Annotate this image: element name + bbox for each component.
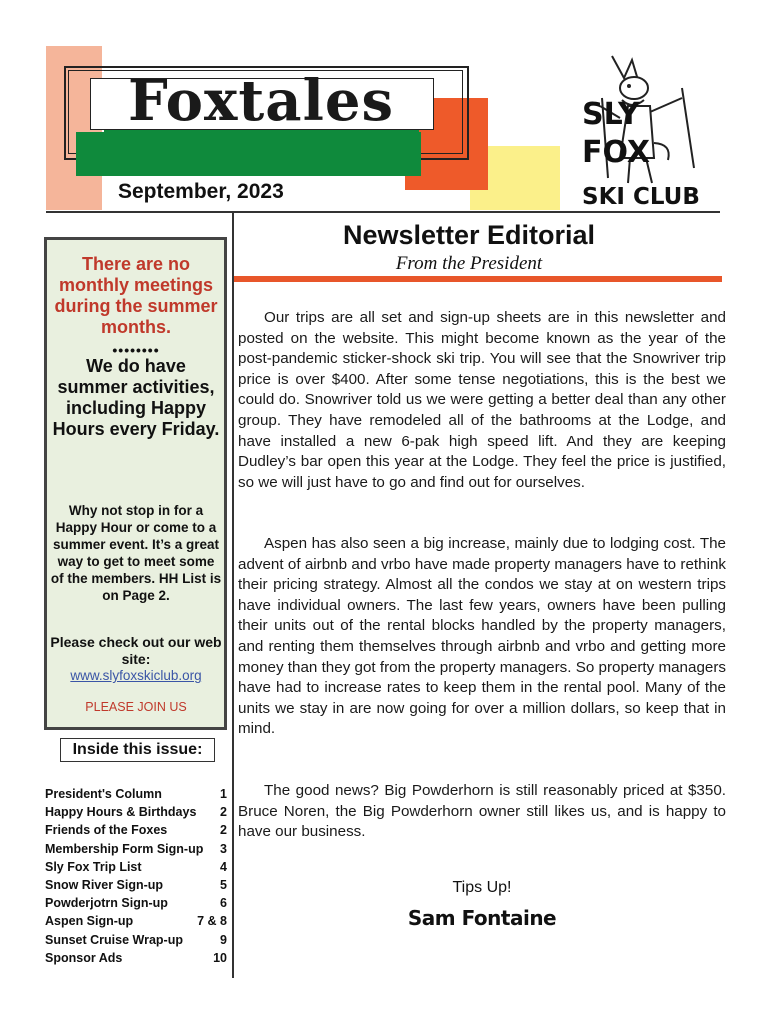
closing-line: Tips Up! [452,879,512,896]
logo-text-ski-club: SKI CLUB [582,184,700,208]
no-meetings-notice: There are no monthly meetings during the summer months. [54,254,218,337]
toc-label: Friends of the Foxes [45,823,168,838]
inside-issue-heading: Inside this issue: [60,738,215,762]
join-us-text: PLEASE JOIN US [85,700,187,714]
issue-date: September, 2023 [118,180,284,203]
toc-page: 10 [213,950,227,965]
toc-page: 9 [220,932,227,947]
toc-label: Happy Hours & Birthdays [45,805,197,820]
summer-activities-text: We do have summer activities, including Happy Hours every Friday. [52,356,220,439]
toc-page: 6 [220,896,227,911]
website-prompt: Please check out our web site: [50,634,222,667]
author-signature: Sam Fontaine [407,906,557,930]
article-paragraph: The good news? Big Powderhorn is still reasonably priced at $350. Bruce Noren, the Big Powderhorn owner still likes us, and is happy to have our business. [238,782,726,841]
column-divider [232,212,234,978]
toc-label: Sly Fox Trip List [45,859,142,874]
toc-item[interactable] [45,949,227,967]
article-subtitle: From the President [395,253,543,274]
toc-item[interactable] [45,912,227,930]
logo-text-fox: FOX [582,135,651,170]
toc-page: 2 [220,823,227,838]
table-of-contents [45,785,227,967]
article-paragraph: Our trips are all set and sign-up sheets are in this newsletter and posted on the website. This might become known as the year of the post-pandemic sticker-shock ski trip. You will see that the Snowriver trip price is over $400. After some tense negotiations, this is the best we could do. Snowriver told us we were getting a better deal than any other group. They have remodeled all of the bathrooms at the Lodge, and have installed a new 6-pak high speed lift. And they are keeping Dudley’s bar open this year at the Lodge. They feel the price is justified, so we will just have to go and find out for ourselves. [238,309,726,491]
toc-page: 7 & 8 [197,914,227,929]
toc-page: 2 [220,805,227,820]
masthead-green-band [76,132,421,176]
toc-label: Powderjotrn Sign-up [45,896,168,911]
toc-label: Sponsor Ads [45,950,123,965]
toc-page: 5 [220,878,227,893]
toc-page: 1 [220,787,227,801]
sly-fox-ski-club-logo [572,48,722,208]
toc-page: 4 [220,859,227,874]
toc-item[interactable] [45,840,227,858]
toc-item[interactable] [45,876,227,894]
article-rule [234,276,722,282]
article-paragraph: Aspen has also seen a big increase, mainly due to lodging cost. The advent of airbnb and vrbo have made property managers have to rethink their pricing strategy. Almost all the condos we stay at on western trips have individual owners. The last few years, owners have been pulling their units out of the rental blocks handled by the property managers, and renting them themselves through airbnb and vrbo and getting more money than they got from the property managers. So property managers have had to increase rates to keep them in the rental pool. Many of the units we stay in are now going for over a million dollars, so keep that in mind. [238,535,726,738]
toc-label: Snow River Sign-up [45,878,164,893]
toc-label: Sunset Cruise Wrap-up [45,932,183,947]
logo-text-sly: SLY [582,97,640,132]
toc-page: 3 [220,841,227,856]
article-title: Newsletter Editorial [342,220,596,250]
toc-label: Aspen Sign-up [45,914,134,929]
toc-item[interactable] [45,894,227,912]
website-link[interactable]: www.slyfoxskiclub.org [70,668,202,683]
newsletter-title: Foxtales [127,68,394,134]
toc-label: President's Column [45,787,162,801]
toc-item[interactable] [45,803,227,821]
toc-item[interactable] [45,858,227,876]
toc-item[interactable] [45,821,227,839]
toc-item[interactable] [45,931,227,949]
happy-hour-invite-text: Why not stop in for a Happy Hour or come to a summer event. It’s a great way to get to meet some of the members. HH List is on Page 2. [50,503,222,603]
toc-label: Membership Form Sign-up [45,841,204,856]
masthead-rule [46,211,720,213]
dot-separator: •••••••• [112,342,160,358]
toc-item[interactable] [45,785,227,803]
